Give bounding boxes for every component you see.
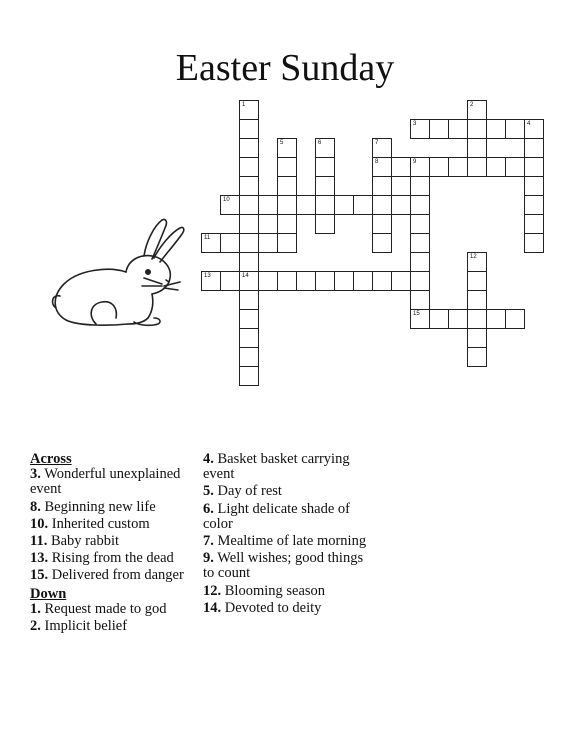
clue-number: 15.	[30, 567, 49, 584]
grid-cell[interactable]	[467, 100, 487, 120]
grid-cell[interactable]	[315, 138, 335, 158]
grid-cell[interactable]	[258, 271, 278, 291]
grid-cell[interactable]	[315, 176, 335, 196]
grid-cell[interactable]	[467, 328, 487, 348]
grid-cell[interactable]	[486, 157, 506, 177]
cell-number: 4	[527, 121, 531, 127]
cell-number: 11	[204, 235, 211, 241]
grid-cell[interactable]	[372, 233, 392, 253]
grid-cell[interactable]	[467, 138, 487, 158]
grid-cell[interactable]	[277, 138, 297, 158]
cell-number: 1	[242, 102, 246, 108]
down-list-right	[203, 452, 373, 616]
grid-cell[interactable]	[410, 309, 430, 329]
grid-cell[interactable]	[410, 271, 430, 291]
clue-text: Request made to god	[40, 600, 167, 617]
clue-text: Blooming season	[221, 582, 326, 599]
grid-cell[interactable]	[429, 119, 449, 139]
grid-cell[interactable]	[239, 347, 259, 367]
cell-number: 5	[280, 140, 284, 146]
clue-item	[203, 502, 373, 532]
cell-number: 2	[470, 102, 474, 108]
grid-cell[interactable]	[467, 271, 487, 291]
grid-cell[interactable]	[410, 157, 430, 177]
grid-cell[interactable]	[239, 309, 259, 329]
clue-number: 10.	[30, 515, 49, 532]
grid-cell[interactable]	[410, 214, 430, 234]
grid-cell[interactable]	[315, 214, 335, 234]
grid-cell[interactable]	[239, 290, 259, 310]
clue-number: 4.	[203, 451, 214, 467]
grid-cell[interactable]	[467, 290, 487, 310]
grid-cell[interactable]	[372, 176, 392, 196]
grid-cell[interactable]	[315, 195, 335, 215]
grid-cell[interactable]	[448, 157, 468, 177]
grid-cell[interactable]	[296, 195, 316, 215]
clue-number: 7.	[203, 533, 214, 550]
grid-cell[interactable]	[277, 195, 297, 215]
grid-cell[interactable]	[410, 290, 430, 310]
grid-cell[interactable]	[239, 233, 259, 253]
across-list	[30, 467, 200, 583]
grid-cell[interactable]	[467, 157, 487, 177]
grid-cell[interactable]	[448, 309, 468, 329]
clue-text: Implicit belief	[40, 618, 128, 635]
grid-cell[interactable]	[391, 195, 411, 215]
grid-cell[interactable]	[524, 157, 544, 177]
grid-cell[interactable]	[448, 119, 468, 139]
cell-number: 3	[413, 121, 417, 127]
grid-cell[interactable]	[201, 233, 221, 253]
grid-cell[interactable]	[315, 271, 335, 291]
grid-cell[interactable]	[372, 214, 392, 234]
clue-text: Delivered from danger	[48, 567, 184, 584]
grid-cell[interactable]	[372, 138, 392, 158]
cell-number: 8	[375, 159, 379, 165]
grid-cell[interactable]	[239, 100, 259, 120]
grid-cell[interactable]	[391, 157, 411, 177]
clue-item	[30, 467, 200, 497]
down-list-left	[30, 602, 200, 634]
grid-cell[interactable]	[505, 157, 525, 177]
cell-number: 7	[375, 140, 379, 146]
grid-cell[interactable]	[467, 347, 487, 367]
clues-right-column	[203, 452, 373, 618]
clue-text: Beginning new life	[40, 498, 156, 515]
cell-number: 6	[318, 140, 322, 146]
grid-cell[interactable]	[239, 138, 259, 158]
clue-number: 1.	[30, 600, 41, 617]
grid-cell[interactable]	[220, 233, 240, 253]
grid-cell[interactable]	[410, 176, 430, 196]
cell-number: 13	[204, 273, 211, 279]
grid-cell[interactable]	[410, 195, 430, 215]
grid-cell[interactable]	[239, 157, 259, 177]
clue-item	[203, 584, 373, 599]
grid-cell[interactable]	[524, 195, 544, 215]
clue-item	[30, 619, 200, 634]
grid-cell[interactable]	[372, 157, 392, 177]
clue-item	[203, 551, 373, 581]
grid-cell[interactable]	[239, 271, 259, 291]
clue-text: Rising from the dead	[48, 550, 174, 567]
grid-cell[interactable]	[372, 195, 392, 215]
grid-cell[interactable]	[486, 309, 506, 329]
grid-cell[interactable]	[220, 195, 240, 215]
grid-cell[interactable]	[410, 252, 430, 272]
grid-cell[interactable]	[334, 195, 354, 215]
grid-cell[interactable]	[334, 271, 354, 291]
clue-item	[30, 534, 200, 549]
clue-item	[203, 534, 373, 549]
clue-text: Basket basket carrying event	[203, 451, 350, 483]
clue-item	[30, 551, 200, 566]
grid-cell[interactable]	[201, 271, 221, 291]
clue-number: 11.	[30, 533, 48, 550]
grid-cell[interactable]	[277, 157, 297, 177]
clue-number: 2.	[30, 618, 41, 635]
clue-text: Inherited custom	[48, 515, 150, 532]
grid-cell[interactable]	[524, 138, 544, 158]
grid-cell[interactable]	[467, 252, 487, 272]
clue-text: Devoted to deity	[221, 599, 322, 616]
clue-number: 5.	[203, 483, 214, 500]
grid-cell[interactable]	[353, 271, 373, 291]
cell-number: 12	[470, 254, 477, 260]
clue-number: 6.	[203, 500, 214, 517]
clue-text: Mealtime of late morning	[213, 533, 367, 550]
grid-cell[interactable]	[277, 233, 297, 253]
rabbit-illustration	[48, 212, 188, 332]
grid-cell[interactable]	[524, 176, 544, 196]
clue-number: 12.	[203, 582, 222, 599]
grid-cell[interactable]	[429, 309, 449, 329]
grid-cell[interactable]	[239, 195, 259, 215]
grid-cell[interactable]	[220, 271, 240, 291]
cell-number: 9	[413, 159, 417, 165]
clue-item	[30, 602, 200, 617]
grid-cell[interactable]	[524, 214, 544, 234]
grid-cell[interactable]	[258, 195, 278, 215]
down-heading: Down	[30, 585, 67, 602]
grid-cell[interactable]	[391, 271, 411, 291]
grid-cell[interactable]	[505, 119, 525, 139]
page-title: Easter Sunday	[175, 47, 395, 89]
clue-number: 3.	[30, 466, 41, 483]
grid-cell[interactable]	[239, 366, 259, 386]
clue-item	[30, 517, 200, 532]
grid-cell[interactable]	[239, 119, 259, 139]
cell-number: 10	[223, 197, 230, 203]
grid-cell[interactable]	[239, 176, 259, 196]
across-heading: Across	[30, 451, 72, 467]
clue-text: Well wishes; good things to count	[203, 550, 364, 582]
clue-number: 13.	[30, 550, 49, 567]
grid-cell[interactable]	[429, 157, 449, 177]
clue-item	[30, 500, 200, 515]
clue-text: Light delicate shade of color	[203, 500, 350, 532]
clue-text: Baby rabbit	[47, 533, 120, 550]
grid-cell[interactable]	[524, 119, 544, 139]
grid-cell[interactable]	[524, 233, 544, 253]
grid-cell[interactable]	[505, 309, 525, 329]
grid-cell[interactable]	[372, 271, 392, 291]
grid-cell[interactable]	[410, 233, 430, 253]
clue-item	[30, 568, 200, 583]
clue-number: 9.	[203, 550, 214, 567]
grid-cell[interactable]	[315, 157, 335, 177]
grid-cell[interactable]	[353, 195, 373, 215]
grid-cell[interactable]	[239, 214, 259, 234]
clue-text: Wonderful unexplained event	[30, 466, 181, 498]
grid-cell[interactable]	[296, 271, 316, 291]
clue-number: 14.	[203, 599, 222, 616]
grid-cell[interactable]	[467, 309, 487, 329]
grid-cell[interactable]	[277, 214, 297, 234]
clue-number: 8.	[30, 498, 41, 515]
clue-item	[203, 484, 373, 499]
grid-cell[interactable]	[410, 119, 430, 139]
grid-cell[interactable]	[467, 119, 487, 139]
clue-item	[203, 452, 373, 482]
grid-cell[interactable]	[277, 176, 297, 196]
grid-cell[interactable]	[239, 328, 259, 348]
cell-number: 14	[242, 273, 249, 279]
cell-number: 15	[413, 311, 420, 317]
grid-cell[interactable]	[239, 252, 259, 272]
clues-left-column	[30, 452, 200, 636]
clue-item	[203, 601, 373, 616]
grid-cell[interactable]	[277, 271, 297, 291]
clue-text: Day of rest	[213, 483, 282, 500]
grid-cell[interactable]	[486, 119, 506, 139]
grid-cell[interactable]	[258, 233, 278, 253]
